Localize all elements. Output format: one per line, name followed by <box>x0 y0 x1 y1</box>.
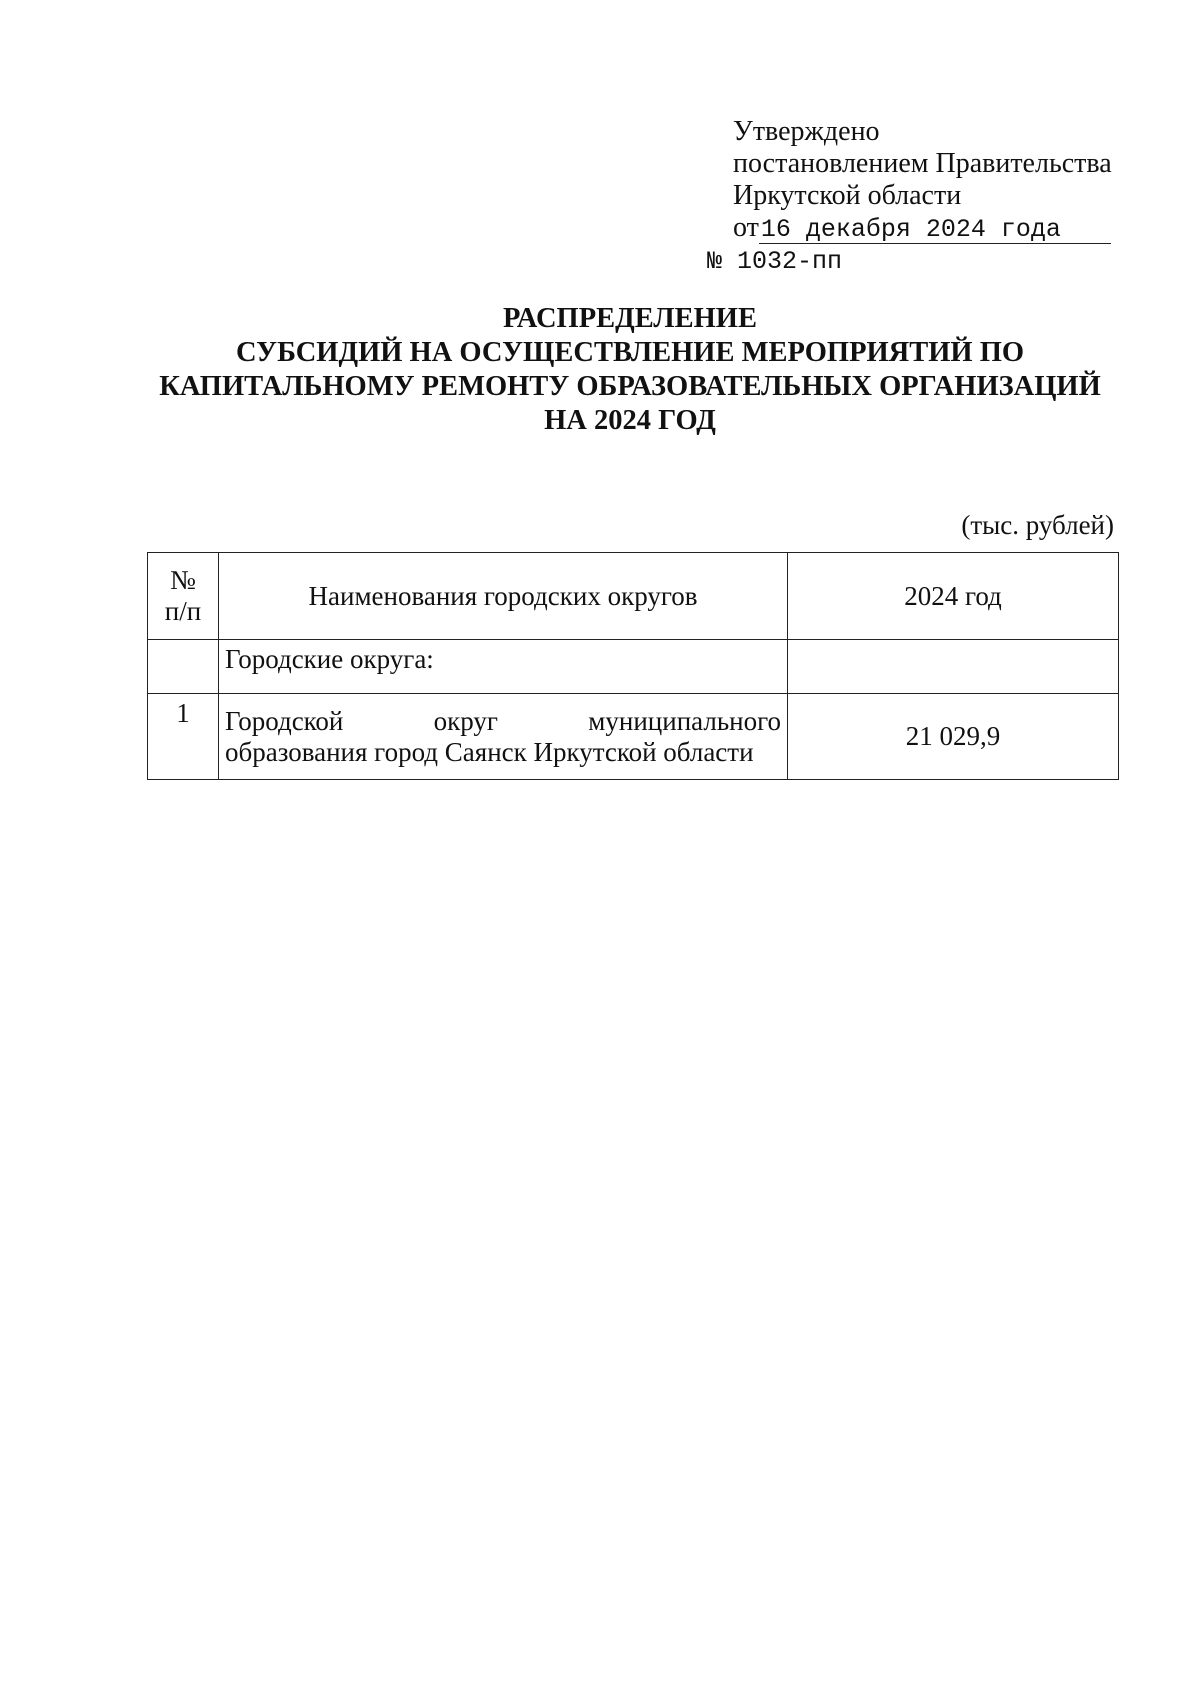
approval-block <box>733 116 1133 244</box>
row-name-line-2: образования город Саянск Иркутской области <box>225 736 754 767</box>
approval-line-approved: Утверждено <box>733 116 880 147</box>
distribution-table <box>147 552 1119 780</box>
approval-date-value: 16 декабря 2024 года <box>759 217 1111 244</box>
document-title <box>100 302 1160 438</box>
header-year: 2024 год <box>788 553 1119 640</box>
approval-date-line <box>733 212 1133 244</box>
approval-line-region: Иркутской области <box>733 180 962 211</box>
group-value-cell <box>788 640 1119 694</box>
title-line-2: СУБСИДИЙ НА ОСУЩЕСТВЛЕНИЕ МЕРОПРИЯТИЙ ПО <box>235 337 1025 368</box>
group-number-cell <box>148 640 219 694</box>
table-header-row <box>148 553 1119 640</box>
title-line-3: КАПИТАЛЬНОМУ РЕМОНТУ ОБРАЗОВАТЕЛЬНЫХ ОРГАНИЗАЦИЙ <box>159 371 1101 402</box>
group-label: Городские округа: <box>219 640 788 694</box>
approval-line-resolution: постановлением Правительства <box>733 148 1112 179</box>
row-value: 21 029,9 <box>788 694 1119 780</box>
table-group-row <box>148 640 1119 694</box>
row-number: 1 <box>148 694 219 780</box>
title-line-1: РАСПРЕДЕЛЕНИЕ <box>503 303 757 334</box>
header-name: Наименования городских округов <box>219 553 788 640</box>
unit-label: (тыс. рублей) <box>961 510 1114 540</box>
row-name <box>219 694 788 780</box>
approval-date-prefix: от <box>733 212 759 243</box>
header-number <box>148 553 219 640</box>
row-name-line-1: Городской округ муниципального <box>225 705 781 736</box>
title-line-4: НА 2024 ГОД <box>544 405 716 436</box>
approval-number: № 1032-пп <box>707 247 843 276</box>
header-number-pp: п/п <box>164 596 202 626</box>
header-number-sign: № <box>170 565 196 595</box>
table-row <box>148 694 1119 780</box>
